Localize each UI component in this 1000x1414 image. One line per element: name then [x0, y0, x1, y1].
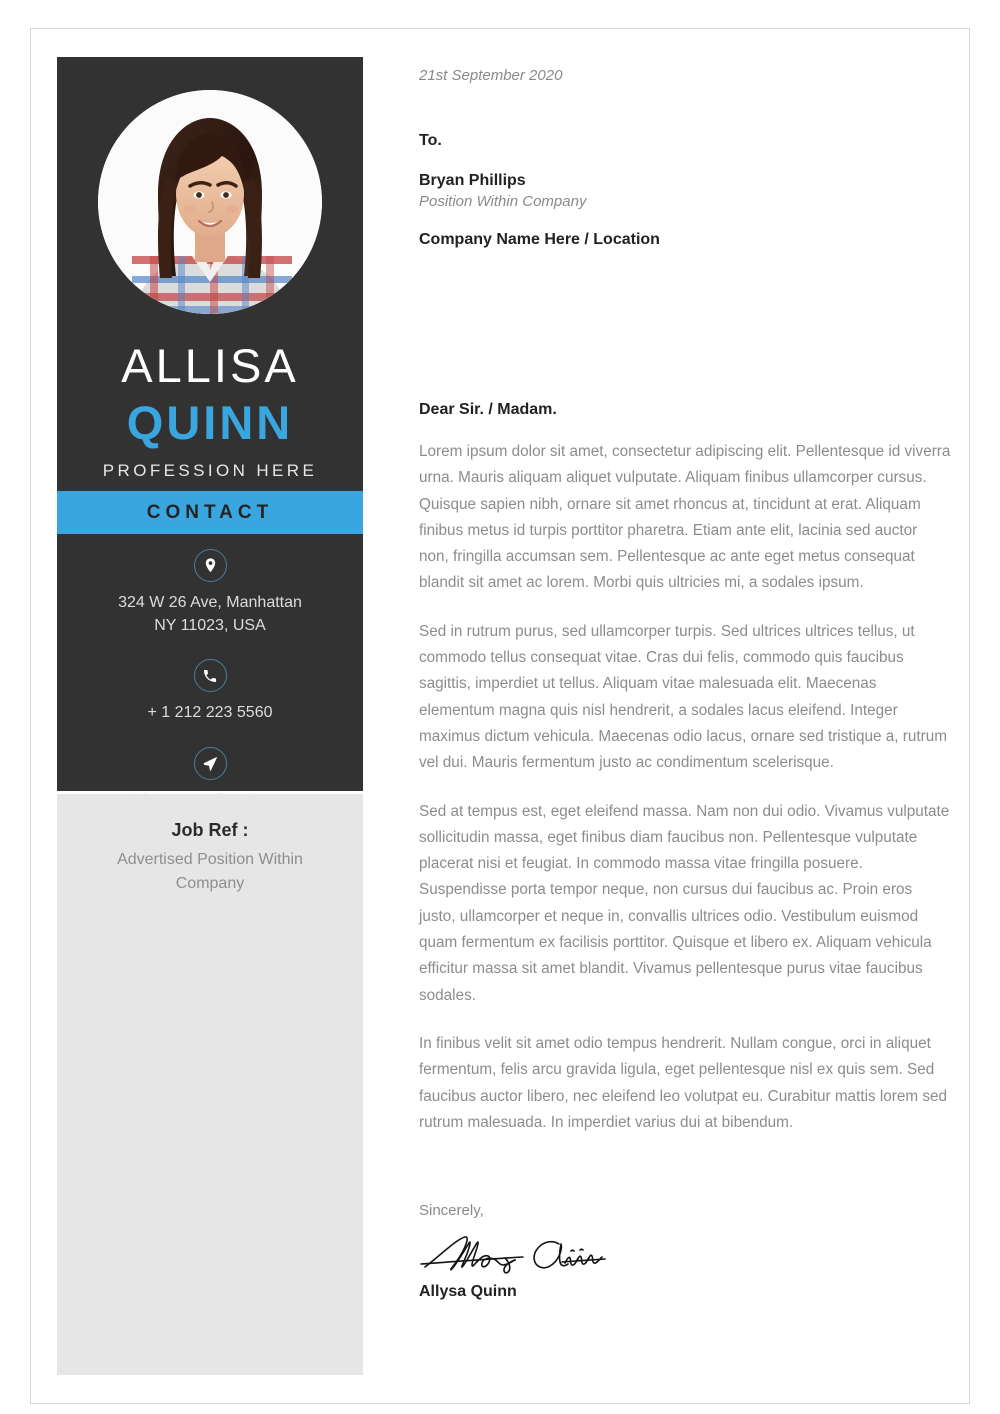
salutation: Dear Sir. / Madam.: [419, 401, 557, 418]
job-ref-title: Job Ref :: [171, 820, 249, 840]
contact-heading-label: CONTACT: [146, 501, 274, 523]
job-ref-text: Advertised Position Within Company: [117, 851, 303, 892]
handwritten-signature-icon: [419, 1231, 619, 1277]
contact-item-phone: [57, 659, 363, 724]
signature-image: [419, 1231, 951, 1277]
first-name: ALLISA: [121, 339, 299, 392]
address-line-1: 324 W 26 Ave, Manhattan: [118, 594, 302, 611]
body-paragraph: Sed at tempus est, eget eleifend massa. Nam non dui odio. Vivamus vulputate sollicitudin massa, eget finibus diam faucibus non. Pellentesque vulputate placerat nisi et feugiat. In commodo massa vitae fringilla posuere. Suspendisse porta tempor neque, non cursus dui faucibus ac. Proin eros justo, ullamcorper et neque in, convallis ultrices odio. Vestibulum euismod quam fermentum ex facilisis porttitor. Quisque et libero ex. Aliquam vehicula efficitur massa sit amet blandit. Vivamus pellentesque purus vitae faucibus sodales.: [419, 802, 950, 1004]
letter-body: [419, 67, 951, 1301]
recipient-company: Company Name Here / Location: [419, 231, 660, 248]
body-paragraph: Lorem ipsum dolor sit amet, consectetur adipiscing elit. Pellentesque id viverra urna. Mauris aliquam aliquet vulputate. Aliquam finibus ullamcorper cursus. Quisque sapien nibh, ornare sit amet rhoncus at, tincidunt at erat. Aliquam finibus metus id turpis porttitor pharetra. Etiam ante elit, lacinia sed auctor non, fringilla accumsan sem. Pellentesque ac ante eget metus consequat blandit sit amet ac lorem. Morbi quis ultricies mi, a sodales ipsum.: [419, 443, 951, 592]
closing-line: Sincerely,: [419, 1202, 484, 1220]
paper-plane-icon: [194, 747, 227, 780]
contact-list: [57, 549, 363, 834]
to-label: To.: [419, 132, 442, 149]
signer-name: Allysa Quinn: [419, 1283, 517, 1301]
document-page: [30, 28, 970, 1404]
address-line-2: NY 11023, USA: [154, 617, 266, 635]
contact-section-heading: [57, 491, 363, 534]
letter-date: 21st September 2020: [419, 67, 563, 84]
portrait-photo-icon: [98, 90, 322, 314]
body-paragraph: Sed in rutrum purus, sed ullamcorper turpis. Sed ultrices ultrices tellus, ut commodo tellus consequat vitae. Cras dui felis, commodo quis faucibus sagittis, imperdiet ut tellus. Aliquam vitae malesuada elit. Maecenas elementum magna quis nisl hendrerit, a sodales lacus eleifend. Integer maximus dictum vehicula. Maecenas odio lacus, ornare sed tristique a, rutrum vel dui. Mauris fermentum justo ac condimentum scelerisque.: [419, 622, 947, 772]
sidebar: [57, 57, 363, 1375]
contact-item-address: [57, 549, 363, 637]
sidebar-light-panel: [57, 794, 363, 1375]
last-name: QUINN: [126, 396, 294, 449]
profession-title: PROFESSION HERE: [102, 461, 318, 480]
avatar: [98, 90, 322, 314]
recipient-name: Bryan Phillips: [419, 172, 526, 189]
recipient-position: Position Within Company: [419, 193, 587, 210]
location-pin-icon: [194, 549, 227, 582]
phone-icon: [194, 659, 227, 692]
body-paragraph: In finibus velit sit amet odio tempus hendrerit. Nullam congue, orci in aliquet fermentum, felis arcu gravida ligula, eget pellentesque nisl ex quis sem. Sed faucibus auctor libero, nec eleifend leo volutpat eu. Curabitur mattis lorem sed rutrum malesuada. In imperdiet varius dui at bibendum.: [419, 1034, 948, 1131]
phone-number: + 1 212 223 5560: [147, 704, 273, 722]
sidebar-dark-panel: [57, 57, 363, 791]
